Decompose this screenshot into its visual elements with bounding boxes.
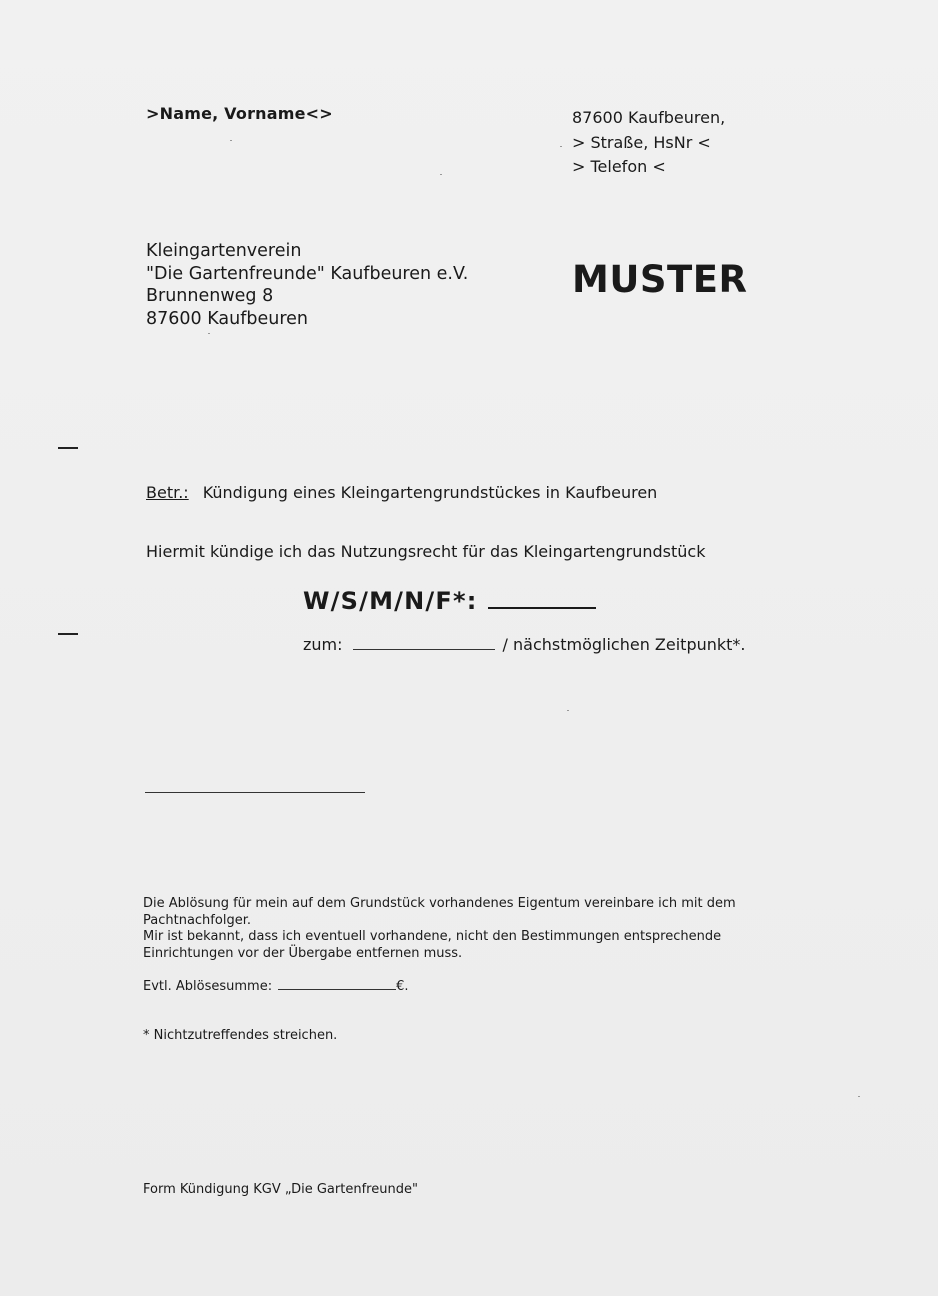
fold-mark <box>58 447 78 449</box>
recipient-line: Brunnenweg 8 <box>146 286 274 306</box>
abloese-blank-field[interactable] <box>278 979 396 990</box>
scan-speck <box>560 146 562 147</box>
notes-paragraph <box>143 896 736 962</box>
fold-mark <box>58 633 78 635</box>
sender-name-placeholder: >Name, Vorname<> <box>146 104 333 123</box>
recipient-line: 87600 Kaufbeuren <box>146 308 309 329</box>
recipient-address <box>146 240 468 330</box>
scan-speck <box>440 174 442 175</box>
subject-line <box>146 483 657 502</box>
scan-speck <box>858 1096 860 1097</box>
notes-line: Die Ablösung für mein auf dem Grundstück vorhandenes Eigentum vereinbare ich mit dem <box>143 896 736 911</box>
termination-date-line <box>303 635 746 654</box>
scan-speck <box>567 710 569 711</box>
notes-line: Mir ist bekannt, dass ich eventuell vorhandene, nicht den Bestimmungen entsprechende <box>143 929 722 944</box>
sender-phone-placeholder: > Telefon < <box>572 157 666 176</box>
plot-blank-field[interactable] <box>488 585 596 609</box>
plot-label: W/S/M/N/F*: <box>303 587 478 615</box>
recipient-line: "Die Gartenfreunde" Kaufbeuren e.V. <box>146 263 469 284</box>
form-footer: Form Kündigung KGV „Die Gartenfreunde" <box>143 1182 418 1197</box>
date-prefix: zum: <box>303 635 343 654</box>
plot-selector <box>303 585 596 615</box>
abloese-line <box>143 979 409 994</box>
subject-text: Kündigung eines Kleingartengrundstückes in Kaufbeuren <box>202 483 658 502</box>
intro-sentence: Hiermit kündige ich das Nutzungsrecht für das Kleingartengrundstück <box>146 542 706 561</box>
scan-speck <box>208 333 210 334</box>
date-blank-field[interactable] <box>353 637 495 650</box>
sender-street-placeholder: > Straße, HsNr < <box>572 133 711 152</box>
signature-line[interactable] <box>145 792 365 793</box>
recipient-line: Kleingartenverein <box>146 241 302 261</box>
notes-line: Einrichtungen vor der Übergabe entfernen muss. <box>143 945 463 961</box>
subject-label: Betr.: <box>146 483 189 502</box>
notes-line: Pachtnachfolger. <box>143 912 251 928</box>
abloese-label: Evtl. Ablösesumme: <box>143 979 273 994</box>
date-suffix: / nächstmöglichen Zeitpunkt*. <box>502 635 746 654</box>
scan-speck <box>230 140 232 141</box>
muster-stamp: MUSTER <box>572 258 748 301</box>
footnote: * Nichtzutreffendes streichen. <box>143 1028 338 1043</box>
abloese-suffix: €. <box>396 979 409 994</box>
sender-city: 87600 Kaufbeuren, <box>572 108 726 127</box>
